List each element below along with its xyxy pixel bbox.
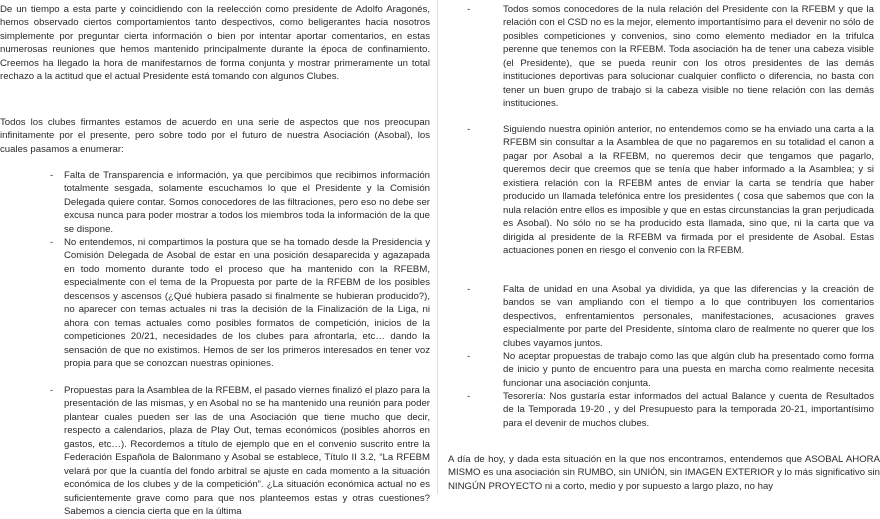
list-item-text: No entendemos, ni compartimos la postura que se ha tomado desde la Presidencia y Comisión Delegada de Asobal de estar en una posición desaparecida y agazapada en todo momento durante todo el proceso que ha mantenido con la RFEBM, especialmente con el tema de la Propuesta por parte de la RFEBM de los posibles descensos y ascensos (¿Qué hubiera pasado si finalmente se hubieran producido?), no aparecer con temas actuales ni tras la decisión de la Finalización de la Liga, ni ahora con temas actuales como posibles formatos de competición, inicios de la competiciones 20/21, necesidades de los clubes para afrontarla, etc… dando la sensación de que no existimos. Hemos de ser los primeros interesados en tener voz propia para que se conozcan nuestras opiniones. <box>64 237 430 370</box>
closing-paragraph: A día de hoy, y dada esta situación en la que nos encontramos, entendemos que ASOBAL AHORA MISMO es una asociación sin RUMBO, sin UNIÓN, sin IMAGEN EXTERIOR y lo más significativo sin NINGÚN PROYECTO ni a corto, medio y por supuesto a largo plazo, no hay <box>448 454 880 492</box>
bullet-mark: - <box>467 4 471 15</box>
column-divider <box>437 0 438 494</box>
list-item-text: No aceptar propuestas de trabajo como las que algún club ha presentado como forma de inicio y punto de encuentro para una puesta en marcha como realmente necesita funcionar una asociación conjunta. <box>503 351 874 389</box>
list-item-text: Propuestas para la Asamblea de la RFEBM, el pasado viernes finalizó el plazo para la presentación de las mismas, y en Asobal no se ha mantenido una reunión para poder plantear cuales pueden ser las de una Asociación que tiene mucho que decir, respecto a calendarios, plaza de Play Out, temas económicos (posibles ahorros en gastos, etc…). Recordemos a título de ejemplo que en el convenio suscrito entre la Federación Española de Balonmano y Asobal se establece, Título II 3.2, “La RFEBM velará por que la cuantía del fondo arbitral se ajuste en cada momento a la situación económica de los clubes y de la competición”. ¿La situación económica actual no es suficientemente grave como para que nos planteemos estas y otras cuestiones? Sabemos a ciencia cierta que en la última <box>64 385 430 518</box>
list-item-text: Falta de unidad en una Asobal ya dividida, ya que las diferencias y la creación de bandos se van ampliando con el tiempo a lo que contribuyen los comentarios despectivos, enfrentamientos personales, manifestaciones, acusaciones graves especialmente por parte del Presidente, síntoma claro de realmente no querer que los clubes vayamos juntos. <box>503 284 874 349</box>
list-item <box>467 350 874 390</box>
list-item <box>467 3 874 111</box>
list-item <box>467 123 874 258</box>
list-item-text: Tesorería: Nos gustaría estar informados del actual Balance y cuenta de Resultados de la Temporada 19-20 , y del Presupuesto para la temporada 20-21, importantísimo para el devenir de muchos clubes. <box>503 391 874 429</box>
bullet-mark: - <box>467 124 471 135</box>
bullet-mark: - <box>50 237 54 248</box>
intro-paragraph: De un tiempo a esta parte y coincidiendo con la reelección como presidente de Adolfo Aragonés, hemos observado ciertos comportamientos tanto despectivos, como beligerantes hacia nosotros simplemente por preguntar cierta información o bien por intentar aportar comentarios, en estas numerosas reuniones que hemos mantenido principalmente durante la época de confinamiento. Creemos ha llegado la hora de manifestarnos de forma conjunta y mostrar primeramente un total rechazo a la actitud que el actual Presidente está tomando con algunos Clubes. <box>0 4 430 83</box>
list-item-text: Todos somos conocedores de la nula relación del Presidente con la RFEBM y que la relación con el CSD no es la mejor, elemento importantísimo para el devenir no sólo de posibles competiciones y convenios, sino como elemento mediador en la trifulca perenne que tenemos con la RFEBM. Toda asociación ha de tener una cabeza visible (el Presidente), que se pueda reunir con los otros presidentes de las demás instituciones deportivas para solucionar cualquier conflicto o diferencia, no basta con tener un buen grupo de trabajo si la cabeza visible no tiene relación con las demás instituciones. <box>503 4 874 110</box>
list-item <box>50 169 430 236</box>
bullet-mark: - <box>467 351 471 362</box>
bullet-mark: - <box>50 385 54 396</box>
list-item <box>50 236 430 371</box>
list-item-text: Siguiendo nuestra opinión anterior, no entendemos como se ha enviado una carta a la RFEBM sin consultar a la Asamblea de que no pagaremos en su totalidad el canon a pagar por Asobal a la RFEBM, no queremos decir que tengamos que pagarlo, queremos decir que creemos que se tenía que haber informado a la Asamblea; y si existiera relación con la RFEBM antes de enviar la carta se tendría que haber producido un llamada telefónica entre los presidentes ( cosa que sabemos que con la nula relación entre ellos es imposible y que en estas circunstancias la gran perjudicada es Asobal). No sólo no se ha producido esta llamada, sino que, ni la carta que va dirigida al presidente de la RFEBM va firmada por el presidente de Asobal. Estas actuaciones ponen en riesgo el convenio con la RFEBM. <box>503 124 874 257</box>
bullet-mark: - <box>467 284 471 295</box>
bullet-mark: - <box>467 391 471 402</box>
list-item <box>50 384 430 519</box>
list-item-text: Falta de Transparencia e información, ya que percibimos que recibimos información totalmente sesgada, solamente escuchamos lo que el Presidente y la Comisión Delegada quiere contar. Somos conocedores de las filtraciones, pero eso no debe ser excusa nunca para poder mostrar a todos los miembros toda la información de la que se dispone. <box>64 170 430 235</box>
concerns-intro-paragraph: Todos los clubes firmantes estamos de acuerdo en una serie de aspectos que nos preocupan infinitamente por el presente, pero sobre todo por el futuro de nuestra Asociación (Asobal), los cuales pasamos a enumerar: <box>0 117 430 155</box>
list-item <box>467 283 874 350</box>
list-item <box>467 390 874 430</box>
bullet-mark: - <box>50 170 54 181</box>
